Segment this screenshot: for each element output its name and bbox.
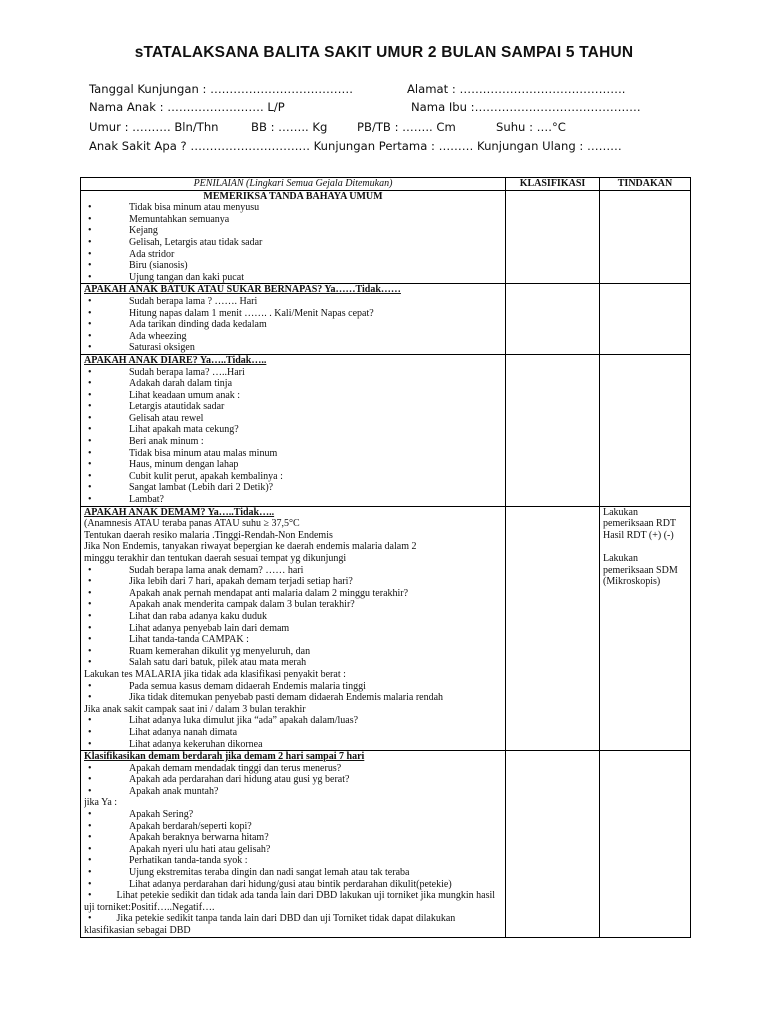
list-item: • Apakah demam mendadak tinggi dan terus menerus?	[88, 762, 342, 774]
pbtb-field: PB/TB : …….. Cm	[357, 120, 456, 134]
col-header-klasifikasi: KLASIFIKASI	[506, 178, 600, 191]
klasifikasi-cell[interactable]	[506, 354, 600, 506]
list-item: • Jika lebih dari 7 hari, apakah demam terjadi setiap hari?	[88, 576, 353, 588]
list-item: • Lihat adanya perdarahan dari hidung/gusi atau bintik perdarahan dikulit(petekie)	[88, 878, 452, 890]
tindakan-hasil-rdt: Hasil RDT (+) (-)	[603, 529, 674, 541]
list-item: • Perhatikan tanda-tanda syok :	[88, 855, 248, 867]
list-item: • Ujung tangan dan kaki pucat	[88, 271, 244, 283]
list-item: • Salah satu dari batuk, pilek atau mata merah	[88, 657, 307, 669]
klasifikasi-cell[interactable]	[506, 751, 600, 938]
list-item: • Lihat adanya luka dimulut jika “ada” apakah dalam/luas?	[88, 715, 359, 727]
list-item: • Ada wheezing	[88, 330, 187, 342]
section-title: APAKAH ANAK DEMAM? Ya…..Tidak…..	[84, 506, 275, 518]
list-item: • Sudah berapa lama ? ……. Hari	[88, 295, 258, 307]
list-item: • Saturasi oksigen	[88, 342, 195, 354]
list-item: • Lihat keadaan umum anak :	[88, 389, 241, 401]
tindakan-cell[interactable]	[600, 354, 691, 506]
list-item: • Ujung ekstremitas teraba dingin dan nadi sangat lemah atau tak teraba	[88, 867, 410, 879]
list-item: • Sudah berapa lama anak demam? …… hari	[88, 564, 304, 576]
list-item: • Letargis atautidak sadar	[88, 401, 225, 413]
list-item: • Haus, minum dengan lahap	[88, 459, 239, 471]
suhu-field: Suhu : ….°C	[496, 120, 566, 134]
list-item: • Apakah ada perdarahan dari hidung atau gusi yg berat?	[88, 774, 350, 786]
tindakan-rdt: Lakukan pemeriksaan RDT	[603, 506, 677, 530]
nama-ibu-field: Nama Ibu :…………………………………….	[411, 100, 641, 114]
klasifikasi-cell[interactable]	[506, 506, 600, 750]
list-item: • Apakah anak pernah mendapat anti malaria dalam 2 minggu terakhir?	[88, 587, 409, 599]
list-item: • Sangat lambat (Lebih dari 2 Detik)?	[88, 482, 274, 494]
list-item: • Adakah darah dalam tinja	[88, 378, 233, 390]
paragraph: Tentukan daerah resiko malaria .Tinggi-Rendah-Non Endemis	[84, 529, 333, 541]
klasifikasi-cell[interactable]	[506, 190, 600, 284]
list-item: • Tidak bisa minum atau malas minum	[88, 447, 278, 459]
section-title: APAKAH ANAK BATUK ATAU SUKAR BERNAPAS? Ya……Tidak……	[84, 284, 401, 296]
list-item: • Ada tarikan dinding dada kedalam	[88, 319, 267, 331]
tindakan-cell[interactable]	[600, 284, 691, 355]
col-header-tindakan: TINDAKAN	[600, 178, 691, 191]
spacer	[603, 541, 687, 553]
nama-anak-field: Nama Anak : ……………………. L/P	[89, 100, 285, 114]
list-item: • Beri anak minum :	[88, 436, 204, 448]
list-item: • Apakah anak muntah?	[88, 785, 219, 797]
section-title: APAKAH ANAK DIARE? Ya…..Tidak…..	[84, 354, 267, 366]
list-item: • Lihat tanda-tanda CAMPAK :	[88, 634, 249, 646]
paragraph: Jika Non Endemis, tanyakan riwayat bepergian ke daerah endemis malaria dalam 2	[84, 541, 417, 553]
list-item: • Lihat dan raba adanya kaku duduk	[88, 610, 268, 622]
list-item: • Ada stridor	[88, 248, 175, 260]
section-diare	[81, 354, 691, 506]
list-item: • Apakah berdarah/seperti kopi?	[88, 820, 252, 832]
paragraph: (Anamnesis ATAU teraba panas ATAU suhu ≥ 37,5°C	[84, 518, 300, 530]
bb-field: BB : …….. Kg	[251, 120, 328, 134]
list-item: • Gelisah, Letargis atau tidak sadar	[88, 236, 263, 248]
table-header-row	[81, 178, 691, 191]
umur-field: Umur : ………. Bln/Thn	[89, 120, 219, 134]
paragraph: minggu terakhir dan tentukan daerah sesuai tempat yg dikunjungi	[84, 553, 347, 564]
list-item-wrapped: • Lihat petekie sedikit dan tidak ada tanda lain dari DBD lakukan uji torniket jika mungkin hasil uji torniket:Positif…..Negatif….	[84, 890, 496, 913]
paragraph: Jika anak sakit campak saat ini / dalam 3 bulan terakhir	[84, 703, 306, 715]
col-header-penilaian: PENILAIAN (Lingkari Semua Gejala Ditemukan)	[81, 178, 506, 191]
list-item: • Lambat?	[88, 494, 164, 506]
list-item: • Gelisah atau rewel	[88, 412, 204, 424]
list-item: • Lihat adanya kekeruhan dikornea	[88, 738, 263, 750]
list-item: • Biru (sianosis)	[88, 260, 188, 272]
list-item-wrapped: • Jika petekie sedikit tanpa tanda lain dari DBD dan uji Torniket tidak dapat dilakukan klasifikasian sebagai DBD	[84, 913, 456, 936]
list-item: • Tidak bisa minum atau menyusu	[88, 202, 260, 214]
list-item: • Apakah beraknya berwarna hitam?	[88, 832, 269, 844]
tindakan-cell[interactable]	[600, 190, 691, 284]
alamat-field: Alamat : …………………………………….	[407, 82, 626, 96]
section-demam-berdarah	[81, 751, 691, 938]
list-item: • Apakah Sering?	[88, 809, 194, 821]
list-item: • Lihat adanya penyebab lain dari demam	[88, 622, 290, 634]
klasifikasi-cell[interactable]	[506, 284, 600, 355]
page-title: sTATALAKSANA BALITA SAKIT UMUR 2 BULAN SAMPAI 5 TAHUN	[134, 44, 634, 61]
list-item: • Sudah berapa lama? …..Hari	[88, 366, 245, 378]
list-item: • Kejang	[88, 225, 158, 237]
list-item: • Memuntahkan semuanya	[88, 213, 230, 225]
section-title: MEMERIKSA TANDA BAHAYA UMUM	[203, 190, 383, 202]
list-item: • Cubit kulit perut, apakah kembalinya :	[88, 470, 283, 482]
list-item: • Jika tidak ditemukan penyebab pasti demam didaerah Endemis malaria rendah	[88, 692, 444, 704]
list-item: • Pada semua kasus demam didaerah Endemis malaria tinggi	[88, 680, 366, 692]
anak-sakit-apa-field: Anak Sakit Apa ? …………………………. Kunjungan Pertama : ……… Kunjungan Ulang : ………	[89, 139, 622, 153]
section-title: Klasifikasikan demam berdarah jika demam 2 hari sampai 7 hari	[84, 751, 365, 763]
paragraph: Lakukan tes MALARIA jika tidak ada klasifikasi penyakit berat :	[84, 668, 346, 680]
list-item: • Hitung napas dalam 1 menit ……. . Kali/Menit Napas cepat?	[88, 307, 374, 319]
list-item: • Apakah anak menderita campak dalam 3 bulan terakhir?	[88, 599, 355, 611]
list-item: • Apakah nyeri ulu hati atau gelisah?	[88, 843, 271, 855]
tindakan-sdm: Lakukan pemeriksaan SDM (Mikroskopis)	[603, 553, 678, 588]
tindakan-cell[interactable]	[600, 751, 691, 938]
list-item: • Lihat adanya nanah dimata	[88, 726, 238, 738]
section-tanda-bahaya	[81, 190, 691, 284]
paragraph: jika Ya :	[84, 797, 118, 809]
list-item: • Lihat apakah mata cekung?	[88, 424, 239, 436]
tindakan-cell[interactable]	[600, 506, 691, 750]
section-demam	[81, 506, 691, 750]
assessment-table	[80, 177, 691, 938]
tanggal-kunjungan-field: Tanggal Kunjungan : ……………………………….	[89, 82, 353, 96]
list-item: • Ruam kemerahan dikulit yg menyeluruh, dan	[88, 645, 311, 657]
section-batuk	[81, 284, 691, 355]
